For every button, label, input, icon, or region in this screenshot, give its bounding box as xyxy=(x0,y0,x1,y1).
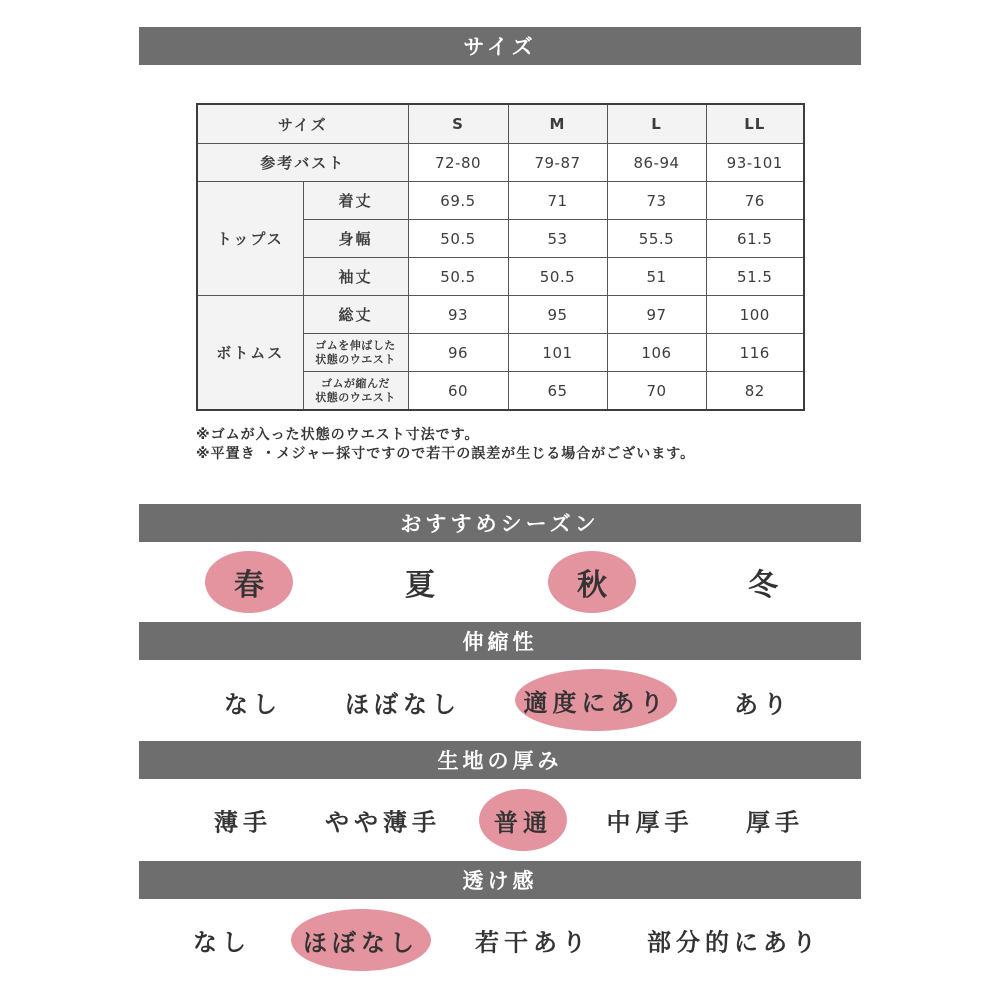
row-label: 着丈 xyxy=(303,182,408,220)
table-cell: 51.5 xyxy=(706,258,804,296)
season-section-header xyxy=(139,504,861,542)
table-cell: 50.5 xyxy=(408,258,508,296)
sheer-option: 若干あり xyxy=(475,928,591,957)
thickness-section-title: 生地の厚み xyxy=(437,749,563,773)
row-label-line: 状態のウエスト xyxy=(315,390,396,404)
table-cell: 86-94 xyxy=(607,144,706,182)
row-label: 総丈 xyxy=(303,296,408,334)
row-label-line: ゴムが縮んだ xyxy=(321,376,390,390)
table-row xyxy=(197,144,804,182)
thickness-option: 厚手 xyxy=(746,808,804,837)
stretch-option: ほぼなし xyxy=(345,690,461,719)
row-label-line: ゴムを伸ばした xyxy=(315,338,396,352)
row-label xyxy=(303,372,408,411)
stretch-section-title: 伸縮性 xyxy=(462,630,538,654)
row-label-line: 状態のウエスト xyxy=(315,352,396,366)
stretch-option: なし xyxy=(224,690,282,719)
table-cell: 101 xyxy=(508,334,607,372)
stretch-option-selected: 適度にあり xyxy=(515,669,677,731)
size-section-title: サイズ xyxy=(463,35,537,59)
season-option-autumn: 秋 xyxy=(548,551,636,613)
sheer-section-title: 透け感 xyxy=(462,869,538,893)
thickness-option: 薄手 xyxy=(214,808,272,837)
size-header-m: M xyxy=(508,104,607,144)
sheer-option: 部分的にあり xyxy=(647,928,821,957)
row-label: 袖丈 xyxy=(303,258,408,296)
size-table xyxy=(196,103,805,411)
sheer-option-selected: ほぼなし xyxy=(291,909,431,971)
table-row xyxy=(197,296,804,334)
sheer-option: なし xyxy=(193,928,251,957)
table-cell: 55.5 xyxy=(607,220,706,258)
table-cell: 70 xyxy=(607,372,706,411)
tops-group-label: トップス xyxy=(197,182,303,296)
thickness-section-header xyxy=(139,741,861,779)
sheer-section-header xyxy=(139,861,861,899)
bottoms-group-label: ボトムス xyxy=(197,296,303,411)
table-row xyxy=(197,104,804,144)
row-label xyxy=(303,334,408,372)
table-cell: 93-101 xyxy=(706,144,804,182)
size-section-header xyxy=(139,27,861,65)
table-cell: 65 xyxy=(508,372,607,411)
table-cell: 96 xyxy=(408,334,508,372)
table-cell: 116 xyxy=(706,334,804,372)
stretch-option: あり xyxy=(734,690,792,719)
table-cell: 69.5 xyxy=(408,182,508,220)
size-header-l: L xyxy=(607,104,706,144)
thickness-option: 中厚手 xyxy=(606,808,694,837)
table-cell: 76 xyxy=(706,182,804,220)
table-cell: 71 xyxy=(508,182,607,220)
size-notes xyxy=(196,426,695,464)
table-cell: 51 xyxy=(607,258,706,296)
table-cell: 97 xyxy=(607,296,706,334)
table-cell: 73 xyxy=(607,182,706,220)
table-cell: 61.5 xyxy=(706,220,804,258)
table-cell: 82 xyxy=(706,372,804,411)
thickness-option-selected: 普通 xyxy=(479,789,567,851)
size-header-corner: サイズ xyxy=(197,104,408,144)
table-cell: 106 xyxy=(607,334,706,372)
table-cell: 50.5 xyxy=(408,220,508,258)
table-cell: 95 xyxy=(508,296,607,334)
table-cell: 93 xyxy=(408,296,508,334)
table-cell: 72-80 xyxy=(408,144,508,182)
table-row xyxy=(197,182,804,220)
note-line: ※平置き ・メジャー採寸ですので若干の誤差が生じる場合がございます。 xyxy=(196,446,696,462)
table-cell: 79-87 xyxy=(508,144,607,182)
table-cell: 50.5 xyxy=(508,258,607,296)
row-label: 身幅 xyxy=(303,220,408,258)
season-option-spring: 春 xyxy=(205,551,293,613)
table-cell: 100 xyxy=(706,296,804,334)
note-line: ※ゴムが入った状態のウエスト寸法です。 xyxy=(196,427,480,443)
table-cell: 60 xyxy=(408,372,508,411)
stretch-section-header xyxy=(139,622,861,660)
table-cell: 53 xyxy=(508,220,607,258)
season-section-title: おすすめシーズン xyxy=(400,512,600,536)
size-header-ll: LL xyxy=(706,104,804,144)
bust-label: 参考バスト xyxy=(197,144,408,182)
season-option-winter: 冬 xyxy=(748,568,778,603)
thickness-option: やや薄手 xyxy=(325,808,441,837)
size-header-s: S xyxy=(408,104,508,144)
season-option-summer: 夏 xyxy=(405,568,435,603)
